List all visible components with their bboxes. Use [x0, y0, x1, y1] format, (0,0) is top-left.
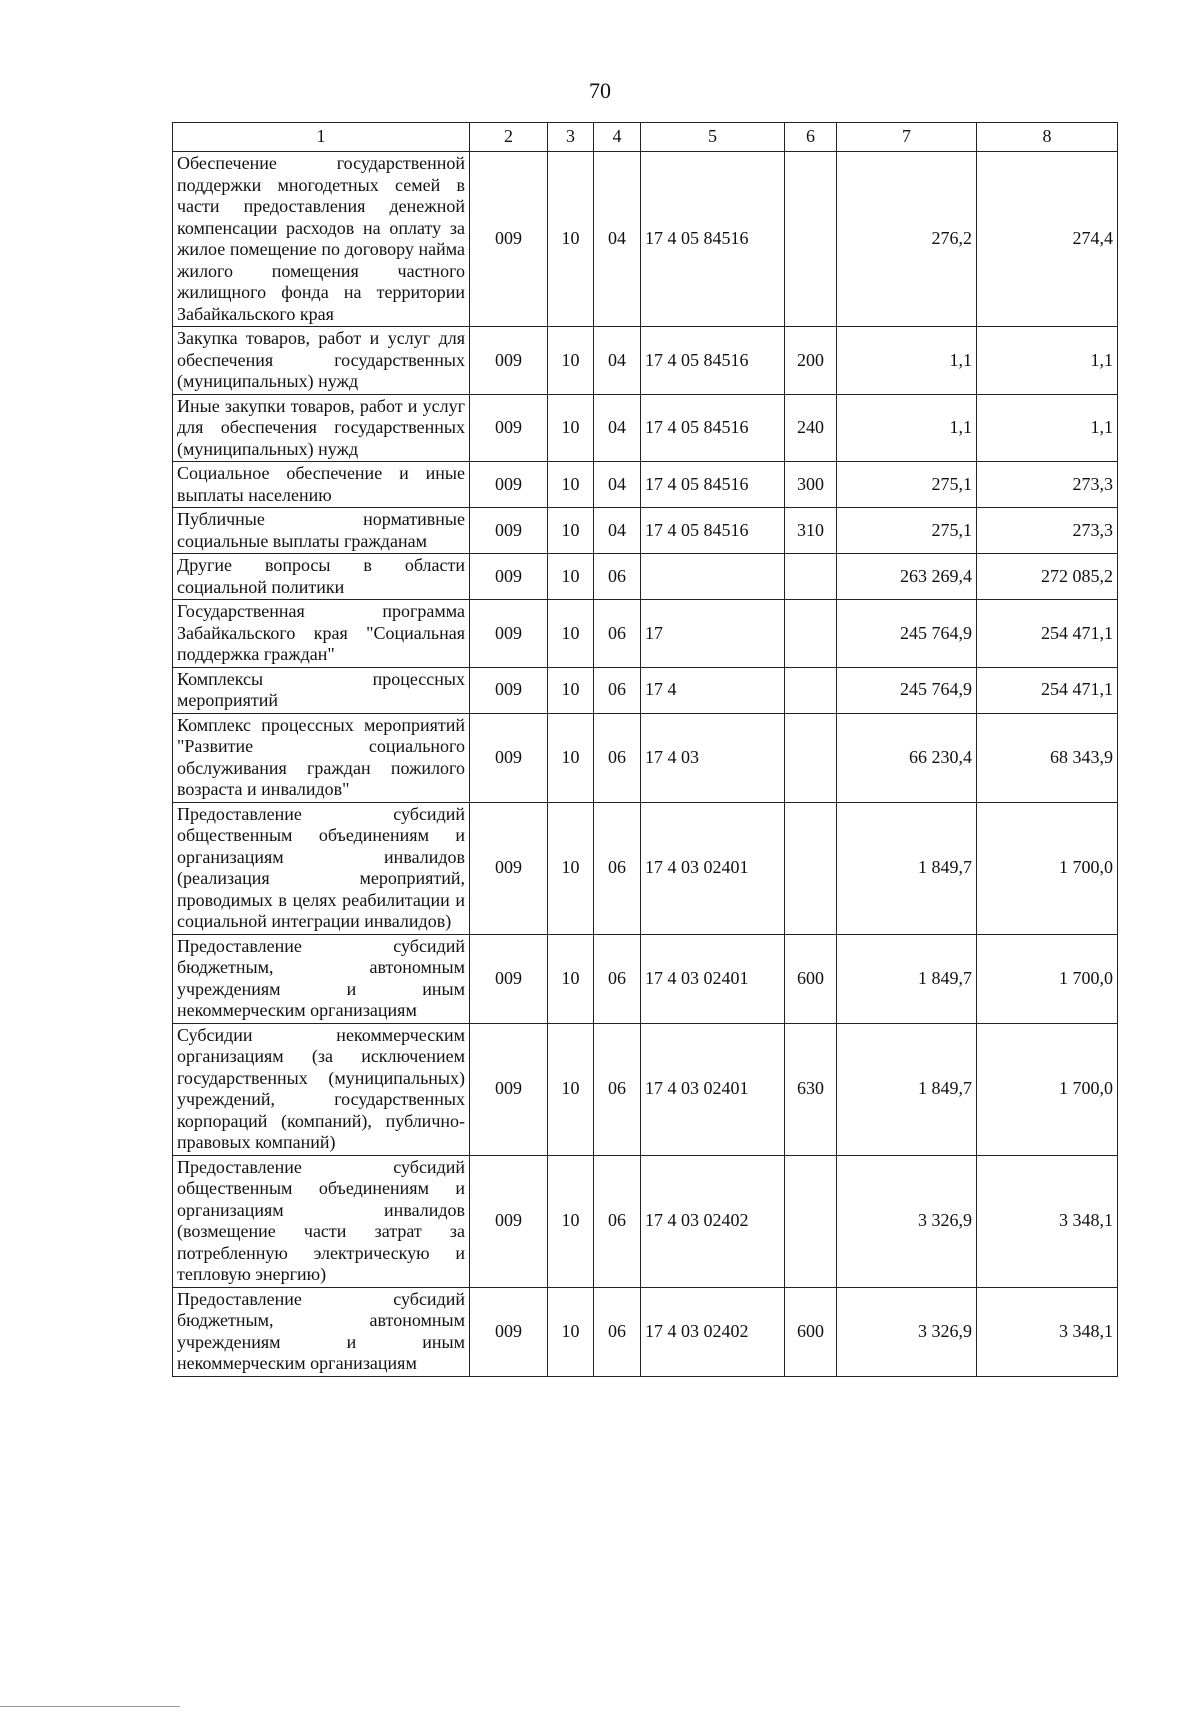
row-pr-cell: 04	[594, 394, 641, 462]
row-rz-cell: 10	[548, 1155, 594, 1287]
row-gr-cell: 009	[470, 394, 548, 462]
row-name-cell: Комплексы процессных мероприятий	[173, 667, 470, 713]
row-pr-cell: 06	[594, 934, 641, 1023]
row-rz-cell: 10	[548, 934, 594, 1023]
row-amount-2025-cell: 1,1	[837, 327, 977, 395]
row-csr-cell: 17 4 03 02402	[641, 1155, 785, 1287]
row-amount-2025-cell: 1 849,7	[837, 934, 977, 1023]
row-rz-cell: 10	[548, 667, 594, 713]
scan-artifact-line	[0, 1706, 180, 1707]
header-cell: 5	[641, 123, 785, 152]
row-csr-cell: 17 4 03 02401	[641, 1023, 785, 1155]
row-amount-2025-cell: 1,1	[837, 394, 977, 462]
row-amount-2026-cell: 1,1	[977, 327, 1118, 395]
row-gr-cell: 009	[470, 554, 548, 600]
row-vr-cell	[785, 600, 837, 668]
row-amount-2025-cell: 275,1	[837, 462, 977, 508]
header-cell: 7	[837, 123, 977, 152]
header-cell: 1	[173, 123, 470, 152]
row-gr-cell: 009	[470, 508, 548, 554]
row-amount-2025-cell: 3 326,9	[837, 1287, 977, 1376]
row-amount-2025-cell: 1 849,7	[837, 802, 977, 934]
row-pr-cell: 06	[594, 1287, 641, 1376]
row-amount-2026-cell: 273,3	[977, 462, 1118, 508]
row-gr-cell: 009	[470, 1155, 548, 1287]
row-gr-cell: 009	[470, 462, 548, 508]
row-vr-cell	[785, 1155, 837, 1287]
table-row	[173, 1287, 1118, 1376]
row-vr-cell	[785, 713, 837, 802]
budget-table	[172, 122, 1118, 1377]
table-row	[173, 462, 1118, 508]
row-amount-2026-cell: 1 700,0	[977, 1023, 1118, 1155]
row-amount-2025-cell: 275,1	[837, 508, 977, 554]
row-vr-cell: 630	[785, 1023, 837, 1155]
row-amount-2026-cell: 254 471,1	[977, 600, 1118, 668]
row-name-cell: Социальное обеспечение и иные выплаты населению	[173, 462, 470, 508]
header-cell: 4	[594, 123, 641, 152]
row-pr-cell: 04	[594, 462, 641, 508]
row-csr-cell: 17 4	[641, 667, 785, 713]
row-gr-cell: 009	[470, 802, 548, 934]
table-row	[173, 327, 1118, 395]
header-row	[173, 123, 1118, 152]
row-csr-cell: 17 4 05 84516	[641, 152, 785, 327]
row-csr-cell: 17 4 03	[641, 713, 785, 802]
row-name-cell: Государственная программа Забайкальского края "Социальная поддержка граждан"	[173, 600, 470, 668]
row-csr-cell: 17 4 03 02402	[641, 1287, 785, 1376]
row-name-cell: Публичные нормативные социальные выплаты гражданам	[173, 508, 470, 554]
row-amount-2025-cell: 276,2	[837, 152, 977, 327]
table-row	[173, 802, 1118, 934]
row-gr-cell: 009	[470, 1287, 548, 1376]
row-gr-cell: 009	[470, 327, 548, 395]
row-gr-cell: 009	[470, 667, 548, 713]
row-vr-cell: 600	[785, 1287, 837, 1376]
row-amount-2026-cell: 1,1	[977, 394, 1118, 462]
row-csr-cell: 17 4 05 84516	[641, 327, 785, 395]
page-number: 70	[589, 78, 611, 103]
row-pr-cell: 04	[594, 508, 641, 554]
row-amount-2025-cell: 245 764,9	[837, 600, 977, 668]
row-rz-cell: 10	[548, 394, 594, 462]
row-name-cell: Обеспечение государственной поддержки многодетных семей в части предоставления денежной компенсации расходов на оплату за жилое помещение по договору найма жилого помещения частного жилищного фонда на территории Забайкальского края	[173, 152, 470, 327]
row-pr-cell: 06	[594, 600, 641, 668]
row-amount-2026-cell: 273,3	[977, 508, 1118, 554]
table-row	[173, 1155, 1118, 1287]
row-csr-cell: 17 4 05 84516	[641, 508, 785, 554]
row-amount-2026-cell: 254 471,1	[977, 667, 1118, 713]
row-rz-cell: 10	[548, 802, 594, 934]
table-row	[173, 934, 1118, 1023]
header-cell: 8	[977, 123, 1118, 152]
row-gr-cell: 009	[470, 934, 548, 1023]
row-name-cell: Комплекс процессных мероприятий "Развитие социального обслуживания граждан пожилого возраста и инвалидов"	[173, 713, 470, 802]
row-name-cell: Субсидии некоммерческим организациям (за исключением государственных (муниципальных) учреждений, государственных корпораций (компаний), публично-правовых компаний)	[173, 1023, 470, 1155]
row-amount-2026-cell: 3 348,1	[977, 1155, 1118, 1287]
row-gr-cell: 009	[470, 152, 548, 327]
row-vr-cell	[785, 667, 837, 713]
row-csr-cell	[641, 554, 785, 600]
row-gr-cell: 009	[470, 1023, 548, 1155]
table-row	[173, 667, 1118, 713]
row-amount-2025-cell: 66 230,4	[837, 713, 977, 802]
row-csr-cell: 17 4 05 84516	[641, 462, 785, 508]
header-cell: 2	[470, 123, 548, 152]
row-pr-cell: 06	[594, 554, 641, 600]
table-row	[173, 713, 1118, 802]
row-amount-2026-cell: 272 085,2	[977, 554, 1118, 600]
row-vr-cell: 600	[785, 934, 837, 1023]
row-name-cell: Предоставление субсидий бюджетным, автономным учреждениям и иным некоммерческим организациям	[173, 934, 470, 1023]
row-pr-cell: 06	[594, 667, 641, 713]
header-cell: 3	[548, 123, 594, 152]
row-gr-cell: 009	[470, 713, 548, 802]
table-row	[173, 394, 1118, 462]
row-vr-cell: 300	[785, 462, 837, 508]
row-name-cell: Предоставление субсидий общественным объединениям и организациям инвалидов (реализация мероприятий, проводимых в целях реабилитации и социальной интеграции инвалидов)	[173, 802, 470, 934]
row-amount-2025-cell: 1 849,7	[837, 1023, 977, 1155]
table-row	[173, 152, 1118, 327]
row-vr-cell: 310	[785, 508, 837, 554]
table-row	[173, 508, 1118, 554]
row-rz-cell: 10	[548, 600, 594, 668]
row-amount-2025-cell: 245 764,9	[837, 667, 977, 713]
row-vr-cell: 240	[785, 394, 837, 462]
table-row	[173, 1023, 1118, 1155]
row-rz-cell: 10	[548, 508, 594, 554]
row-name-cell: Предоставление субсидий бюджетным, автономным учреждениям и иным некоммерческим организациям	[173, 1287, 470, 1376]
row-pr-cell: 04	[594, 152, 641, 327]
row-rz-cell: 10	[548, 152, 594, 327]
row-amount-2026-cell: 3 348,1	[977, 1287, 1118, 1376]
row-vr-cell	[785, 802, 837, 934]
row-amount-2025-cell: 263 269,4	[837, 554, 977, 600]
row-name-cell: Другие вопросы в области социальной политики	[173, 554, 470, 600]
row-amount-2026-cell: 1 700,0	[977, 802, 1118, 934]
row-vr-cell	[785, 554, 837, 600]
row-csr-cell: 17 4 05 84516	[641, 394, 785, 462]
row-amount-2026-cell: 274,4	[977, 152, 1118, 327]
row-pr-cell: 06	[594, 802, 641, 934]
row-vr-cell: 200	[785, 327, 837, 395]
row-rz-cell: 10	[548, 1287, 594, 1376]
row-amount-2026-cell: 1 700,0	[977, 934, 1118, 1023]
row-csr-cell: 17 4 03 02401	[641, 802, 785, 934]
table-row	[173, 554, 1118, 600]
row-gr-cell: 009	[470, 600, 548, 668]
row-name-cell: Закупка товаров, работ и услуг для обеспечения государственных (муниципальных) нужд	[173, 327, 470, 395]
row-rz-cell: 10	[548, 1023, 594, 1155]
row-csr-cell: 17 4 03 02401	[641, 934, 785, 1023]
row-rz-cell: 10	[548, 713, 594, 802]
row-pr-cell: 04	[594, 327, 641, 395]
row-name-cell: Иные закупки товаров, работ и услуг для обеспечения государственных (муниципальных) нужд	[173, 394, 470, 462]
row-amount-2026-cell: 68 343,9	[977, 713, 1118, 802]
row-rz-cell: 10	[548, 462, 594, 508]
row-rz-cell: 10	[548, 327, 594, 395]
row-pr-cell: 06	[594, 1023, 641, 1155]
row-pr-cell: 06	[594, 1155, 641, 1287]
row-pr-cell: 06	[594, 713, 641, 802]
row-name-cell: Предоставление субсидий общественным объединениям и организациям инвалидов (возмещение части затрат за потребленную электрическую и тепловую энергию)	[173, 1155, 470, 1287]
row-rz-cell: 10	[548, 554, 594, 600]
row-amount-2025-cell: 3 326,9	[837, 1155, 977, 1287]
header-cell: 6	[785, 123, 837, 152]
table-row	[173, 600, 1118, 668]
row-vr-cell	[785, 152, 837, 327]
row-csr-cell: 17	[641, 600, 785, 668]
